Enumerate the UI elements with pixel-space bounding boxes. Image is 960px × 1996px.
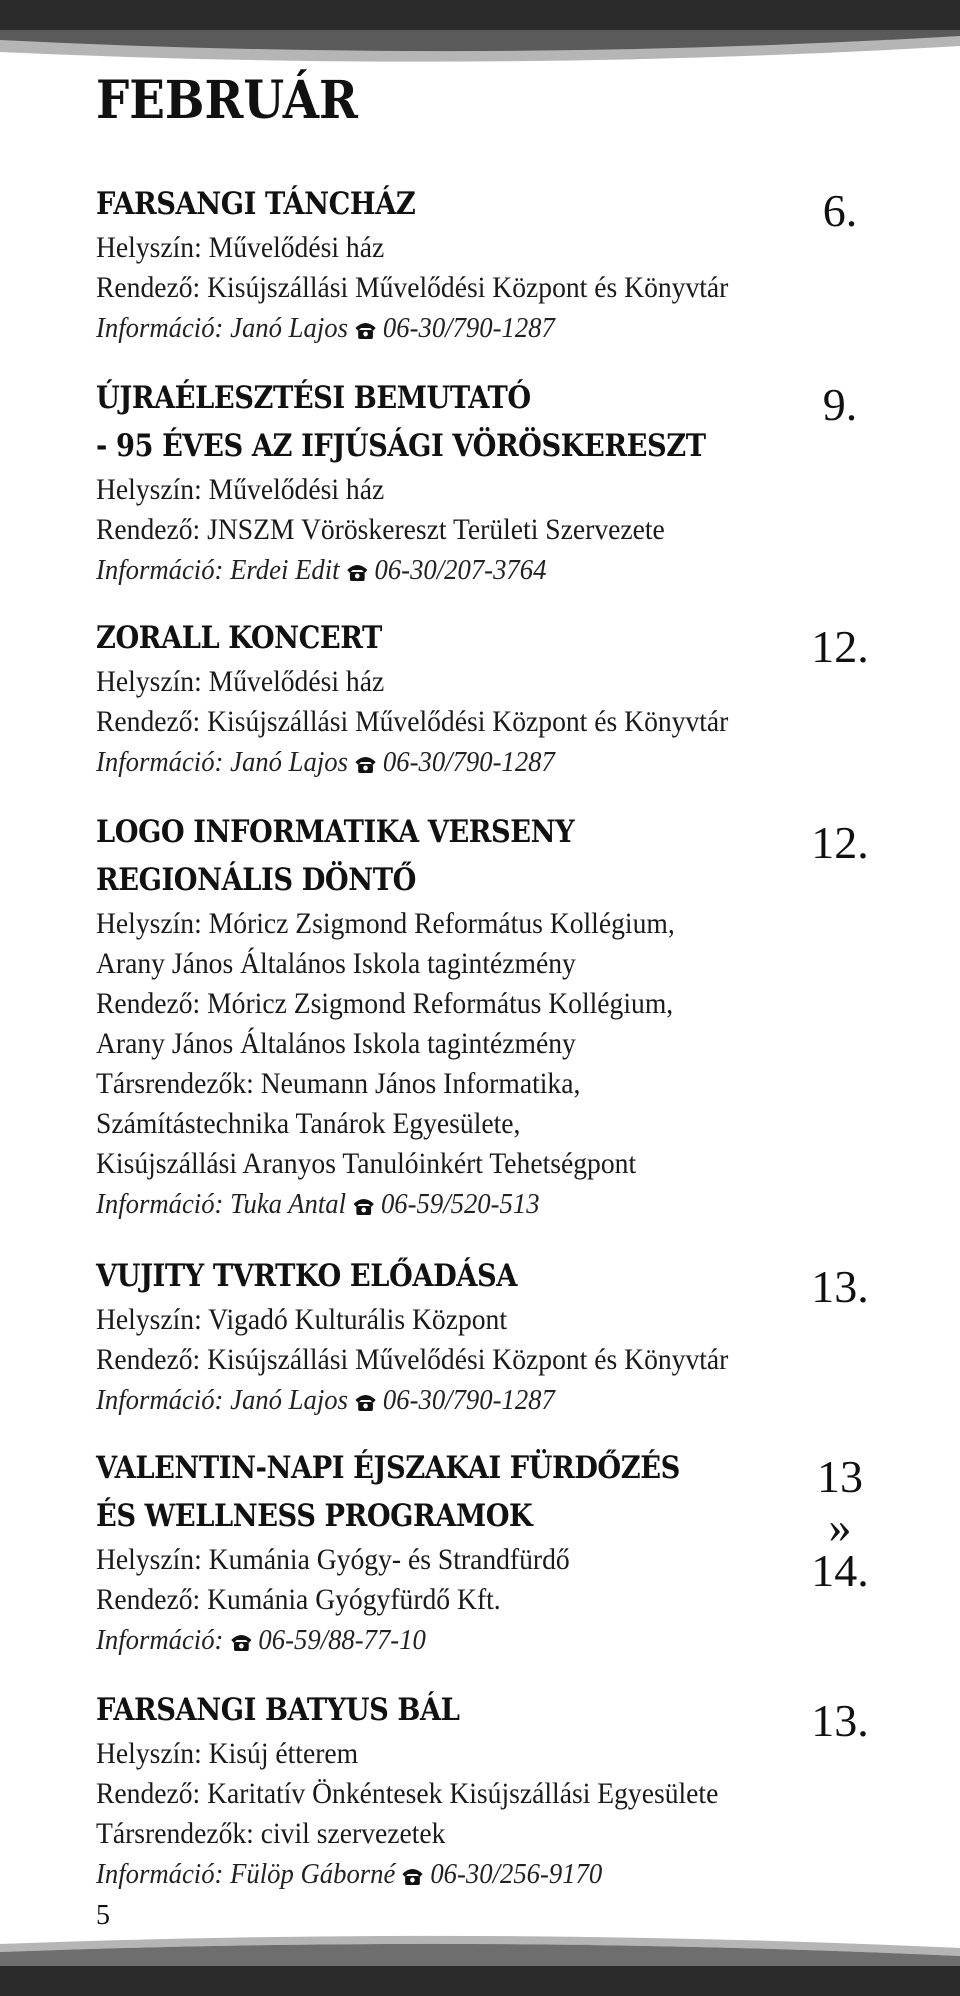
- event-coorganizers: Társrendezők: Neumann János Informatika,: [96, 1067, 581, 1100]
- event-title: VALENTIN-NAPI ÉJSZAKAI FÜRDŐZÉS: [96, 1450, 680, 1486]
- phone-number: 06-30/256-9170: [430, 1858, 603, 1890]
- event-venue: Helyszín: Művelődési ház: [96, 231, 385, 264]
- phone-number: 06-59/520-513: [380, 1188, 540, 1220]
- event-organizer: Rendező: Kumánia Gyógyfürdő Kft.: [96, 1583, 501, 1616]
- info-label: Információ: Janó Lajos: [96, 746, 348, 778]
- event-date-start: 13: [817, 1451, 863, 1502]
- event-date: 9.: [822, 379, 858, 430]
- event-coorganizers: Társrendezők: civil szervezetek: [96, 1817, 446, 1850]
- event-venue: Helyszín: Művelődési ház: [96, 473, 385, 506]
- info-label: Információ: Fülöp Gáborné: [96, 1858, 396, 1890]
- event-info: [96, 1184, 860, 1224]
- event-title: ÉS WELLNESS PROGRAMOK: [96, 1498, 533, 1534]
- phone-icon: [353, 1392, 377, 1412]
- event-info: [96, 308, 860, 348]
- event-info: [96, 742, 860, 782]
- event-venue: Helyszín: Kumánia Gyógy- és Strandfürdő: [96, 1543, 570, 1576]
- phone-icon: [352, 1196, 376, 1216]
- phone-icon: [353, 320, 377, 340]
- event-date: 12.: [811, 817, 869, 868]
- bottom-decorative-band: [0, 1934, 960, 1996]
- event-venue: Helyszín: Móricz Zsigmond Református Kollégium,: [96, 907, 675, 940]
- event-info: [96, 550, 860, 590]
- event-title: LOGO INFORMATIKA VERSENY: [96, 814, 575, 850]
- event-coorganizers-detail: Számítástechnika Tanárok Egyesülete,: [96, 1107, 521, 1140]
- event-date: 12.: [811, 621, 869, 672]
- event-date: 13.: [811, 1695, 869, 1746]
- event-organizer: Rendező: Kisújszállási Művelődési Központ és Könyvtár: [96, 1343, 729, 1376]
- page-number: 5: [96, 1900, 110, 1931]
- event-date-end: 14.: [811, 1545, 869, 1596]
- info-label: Információ: Janó Lajos: [96, 1384, 348, 1416]
- event-info: [96, 1380, 860, 1420]
- event-venue: Helyszín: Művelődési ház: [96, 665, 385, 698]
- event-title: FARSANGI BATYUS BÁL: [96, 1692, 460, 1728]
- event-venue: Helyszín: Kisúj étterem: [96, 1737, 359, 1770]
- info-label: Információ: Janó Lajos: [96, 312, 348, 344]
- phone-icon: [401, 1866, 425, 1886]
- event-item: [96, 808, 926, 1224]
- event-venue: Helyszín: Vigadó Kulturális Központ: [96, 1303, 508, 1336]
- event-organizer-detail: Arany János Általános Iskola tagintézmény: [96, 1027, 576, 1060]
- info-label: Információ: Tuka Antal: [96, 1188, 346, 1220]
- phone-icon: [229, 1632, 253, 1652]
- event-title: - 95 ÉVES AZ IFJÚSÁGI VÖRÖSKERESZT: [96, 428, 706, 464]
- phone-number: 06-30/207-3764: [374, 554, 547, 586]
- event-coorganizers-detail: Kisújszállási Aranyos Tanulóinkért Tehetségpont: [96, 1147, 637, 1180]
- event-date-range-symbol: »: [828, 1501, 852, 1552]
- event-organizer: Rendező: Kisújszállási Művelődési Központ és Könyvtár: [96, 705, 729, 738]
- month-heading: FEBRUÁR: [96, 70, 358, 131]
- event-title: ZORALL KONCERT: [96, 620, 382, 656]
- event-organizer: Rendező: Kisújszállási Művelődési Központ és Könyvtár: [96, 271, 729, 304]
- phone-number: 06-30/790-1287: [382, 746, 555, 778]
- event-title: ÚJRAÉLESZTÉSI BEMUTATÓ: [96, 380, 531, 416]
- event-organizer: Rendező: JNSZM Vöröskereszt Területi Szervezete: [96, 513, 665, 546]
- phone-icon: [345, 562, 369, 582]
- info-label: Információ:: [96, 1624, 224, 1656]
- phone-number: 06-30/790-1287: [382, 312, 555, 344]
- phone-icon: [353, 754, 377, 774]
- event-info: [96, 1854, 860, 1894]
- event-title: REGIONÁLIS DÖNTŐ: [96, 862, 416, 898]
- event-title: VUJITY TVRTKO ELŐADÁSA: [96, 1258, 518, 1294]
- event-organizer: Rendező: Karitatív Önkéntesek Kisújszállási Egyesülete: [96, 1777, 719, 1810]
- phone-number: 06-59/88-77-10: [258, 1624, 426, 1656]
- event-date: 6.: [822, 185, 858, 236]
- info-label: Információ: Erdei Edit: [96, 554, 340, 586]
- event-date: 13.: [811, 1261, 869, 1312]
- top-decorative-band: [0, 0, 960, 62]
- event-title: FARSANGI TÁNCHÁZ: [96, 186, 416, 222]
- event-venue-detail: Arany János Általános Iskola tagintézmény: [96, 947, 576, 980]
- phone-number: 06-30/790-1287: [382, 1384, 555, 1416]
- event-info: [96, 1620, 860, 1660]
- event-organizer: Rendező: Móricz Zsigmond Református Kollégium,: [96, 987, 674, 1020]
